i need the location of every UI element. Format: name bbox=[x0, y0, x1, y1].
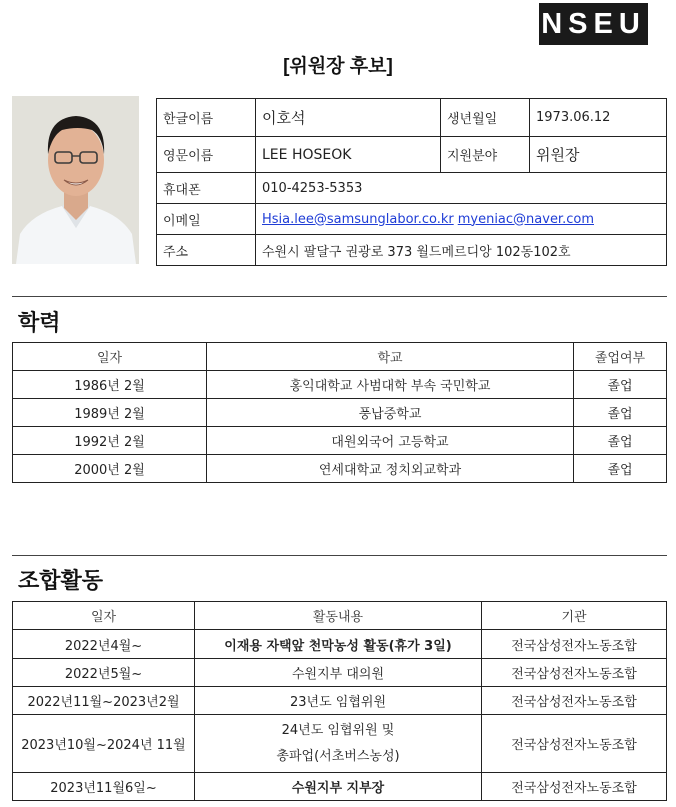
activity-date: 2022년4월~ bbox=[13, 630, 195, 659]
field-label: 지원분야 bbox=[441, 137, 530, 173]
nseu-logo: NSEU bbox=[539, 3, 648, 45]
education-date: 1986년 2월 bbox=[13, 371, 207, 399]
education-status: 졸업 bbox=[574, 371, 667, 399]
education-school: 풍납중학교 bbox=[207, 399, 574, 427]
email-label: 이메일 bbox=[157, 204, 256, 235]
field-value: 위원장 bbox=[530, 137, 667, 173]
page-title: [위원장 후보] bbox=[283, 56, 393, 77]
activity-date: 2023년11월6일~ bbox=[13, 773, 195, 801]
education-date: 1989년 2월 bbox=[13, 399, 207, 427]
activity-date: 2023년10월~2024년 11월 bbox=[13, 715, 195, 773]
education-school: 대원외국어 고등학교 bbox=[207, 427, 574, 455]
activity-org: 전국삼성전자노동조합 bbox=[482, 773, 667, 801]
education-heading: 학력 bbox=[18, 311, 61, 336]
birth-value: 1973.06.12 bbox=[530, 99, 667, 137]
activities-header-org: 기관 bbox=[482, 602, 667, 630]
activity-content-line: 24년도 임협위원 및 bbox=[281, 722, 395, 738]
education-header-graduated: 졸업여부 bbox=[574, 343, 667, 371]
candidate-photo bbox=[12, 96, 139, 264]
activity-content: 수원지부 대의원 bbox=[195, 659, 482, 687]
activity-org: 전국삼성전자노동조합 bbox=[482, 659, 667, 687]
activity-org: 전국삼성전자노동조합 bbox=[482, 715, 667, 773]
birth-label: 생년월일 bbox=[441, 99, 530, 137]
table-row bbox=[13, 659, 667, 687]
profile-row-name bbox=[157, 99, 667, 137]
activity-org: 전국삼성전자노동조합 bbox=[482, 687, 667, 715]
activity-org: 전국삼성전자노동조합 bbox=[482, 630, 667, 659]
education-school: 홍익대학교 사범대학 부속 국민학교 bbox=[207, 371, 574, 399]
education-status: 졸업 bbox=[574, 427, 667, 455]
profile-row-address bbox=[157, 235, 667, 266]
activities-header-row bbox=[13, 602, 667, 630]
profile-table bbox=[156, 98, 667, 266]
address-value: 수원시 팔달구 권광로 373 월드메르디앙 102동102호 bbox=[256, 235, 667, 266]
email-value bbox=[256, 204, 667, 235]
education-header-date: 일자 bbox=[13, 343, 207, 371]
english-name-value: LEE HOSEOK bbox=[256, 137, 441, 173]
education-header-school: 학교 bbox=[207, 343, 574, 371]
activity-content bbox=[195, 715, 482, 773]
table-row bbox=[13, 687, 667, 715]
english-name-label: 영문이름 bbox=[157, 137, 256, 173]
email-link-primary[interactable]: Hsia.lee@samsunglabor.co.kr bbox=[262, 211, 454, 227]
table-row bbox=[13, 773, 667, 801]
phone-value: 010-4253-5353 bbox=[256, 173, 667, 204]
section-divider bbox=[12, 555, 667, 556]
korean-name-value: 이호석 bbox=[256, 99, 441, 137]
education-date: 1992년 2월 bbox=[13, 427, 207, 455]
profile-row-phone bbox=[157, 173, 667, 204]
table-row bbox=[13, 399, 667, 427]
activities-table bbox=[12, 601, 667, 801]
profile-row-english bbox=[157, 137, 667, 173]
table-row bbox=[13, 455, 667, 483]
activities-header-date: 일자 bbox=[13, 602, 195, 630]
table-row bbox=[13, 630, 667, 659]
korean-name-label: 한글이름 bbox=[157, 99, 256, 137]
table-row bbox=[13, 371, 667, 399]
activity-content-line: 총파업(서초버스농성) bbox=[276, 748, 400, 764]
table-row bbox=[13, 715, 667, 773]
education-table bbox=[12, 342, 667, 483]
activities-heading: 조합활동 bbox=[18, 569, 104, 594]
education-school: 연세대학교 정치외교학과 bbox=[207, 455, 574, 483]
education-status: 졸업 bbox=[574, 399, 667, 427]
activity-content: 23년도 임협위원 bbox=[195, 687, 482, 715]
table-row bbox=[13, 427, 667, 455]
education-header-row bbox=[13, 343, 667, 371]
activity-content: 이재용 자택앞 천막농성 활동(휴가 3일) bbox=[195, 630, 482, 659]
education-status: 졸업 bbox=[574, 455, 667, 483]
activity-date: 2022년5월~ bbox=[13, 659, 195, 687]
education-date: 2000년 2월 bbox=[13, 455, 207, 483]
activities-header-content: 활동내용 bbox=[195, 602, 482, 630]
email-link-secondary[interactable]: myeniac@naver.com bbox=[457, 211, 594, 227]
profile-row-email bbox=[157, 204, 667, 235]
address-label: 주소 bbox=[157, 235, 256, 266]
activity-content: 수원지부 지부장 bbox=[195, 773, 482, 801]
activity-date: 2022년11월~2023년2월 bbox=[13, 687, 195, 715]
section-divider bbox=[12, 296, 667, 297]
phone-label: 휴대폰 bbox=[157, 173, 256, 204]
